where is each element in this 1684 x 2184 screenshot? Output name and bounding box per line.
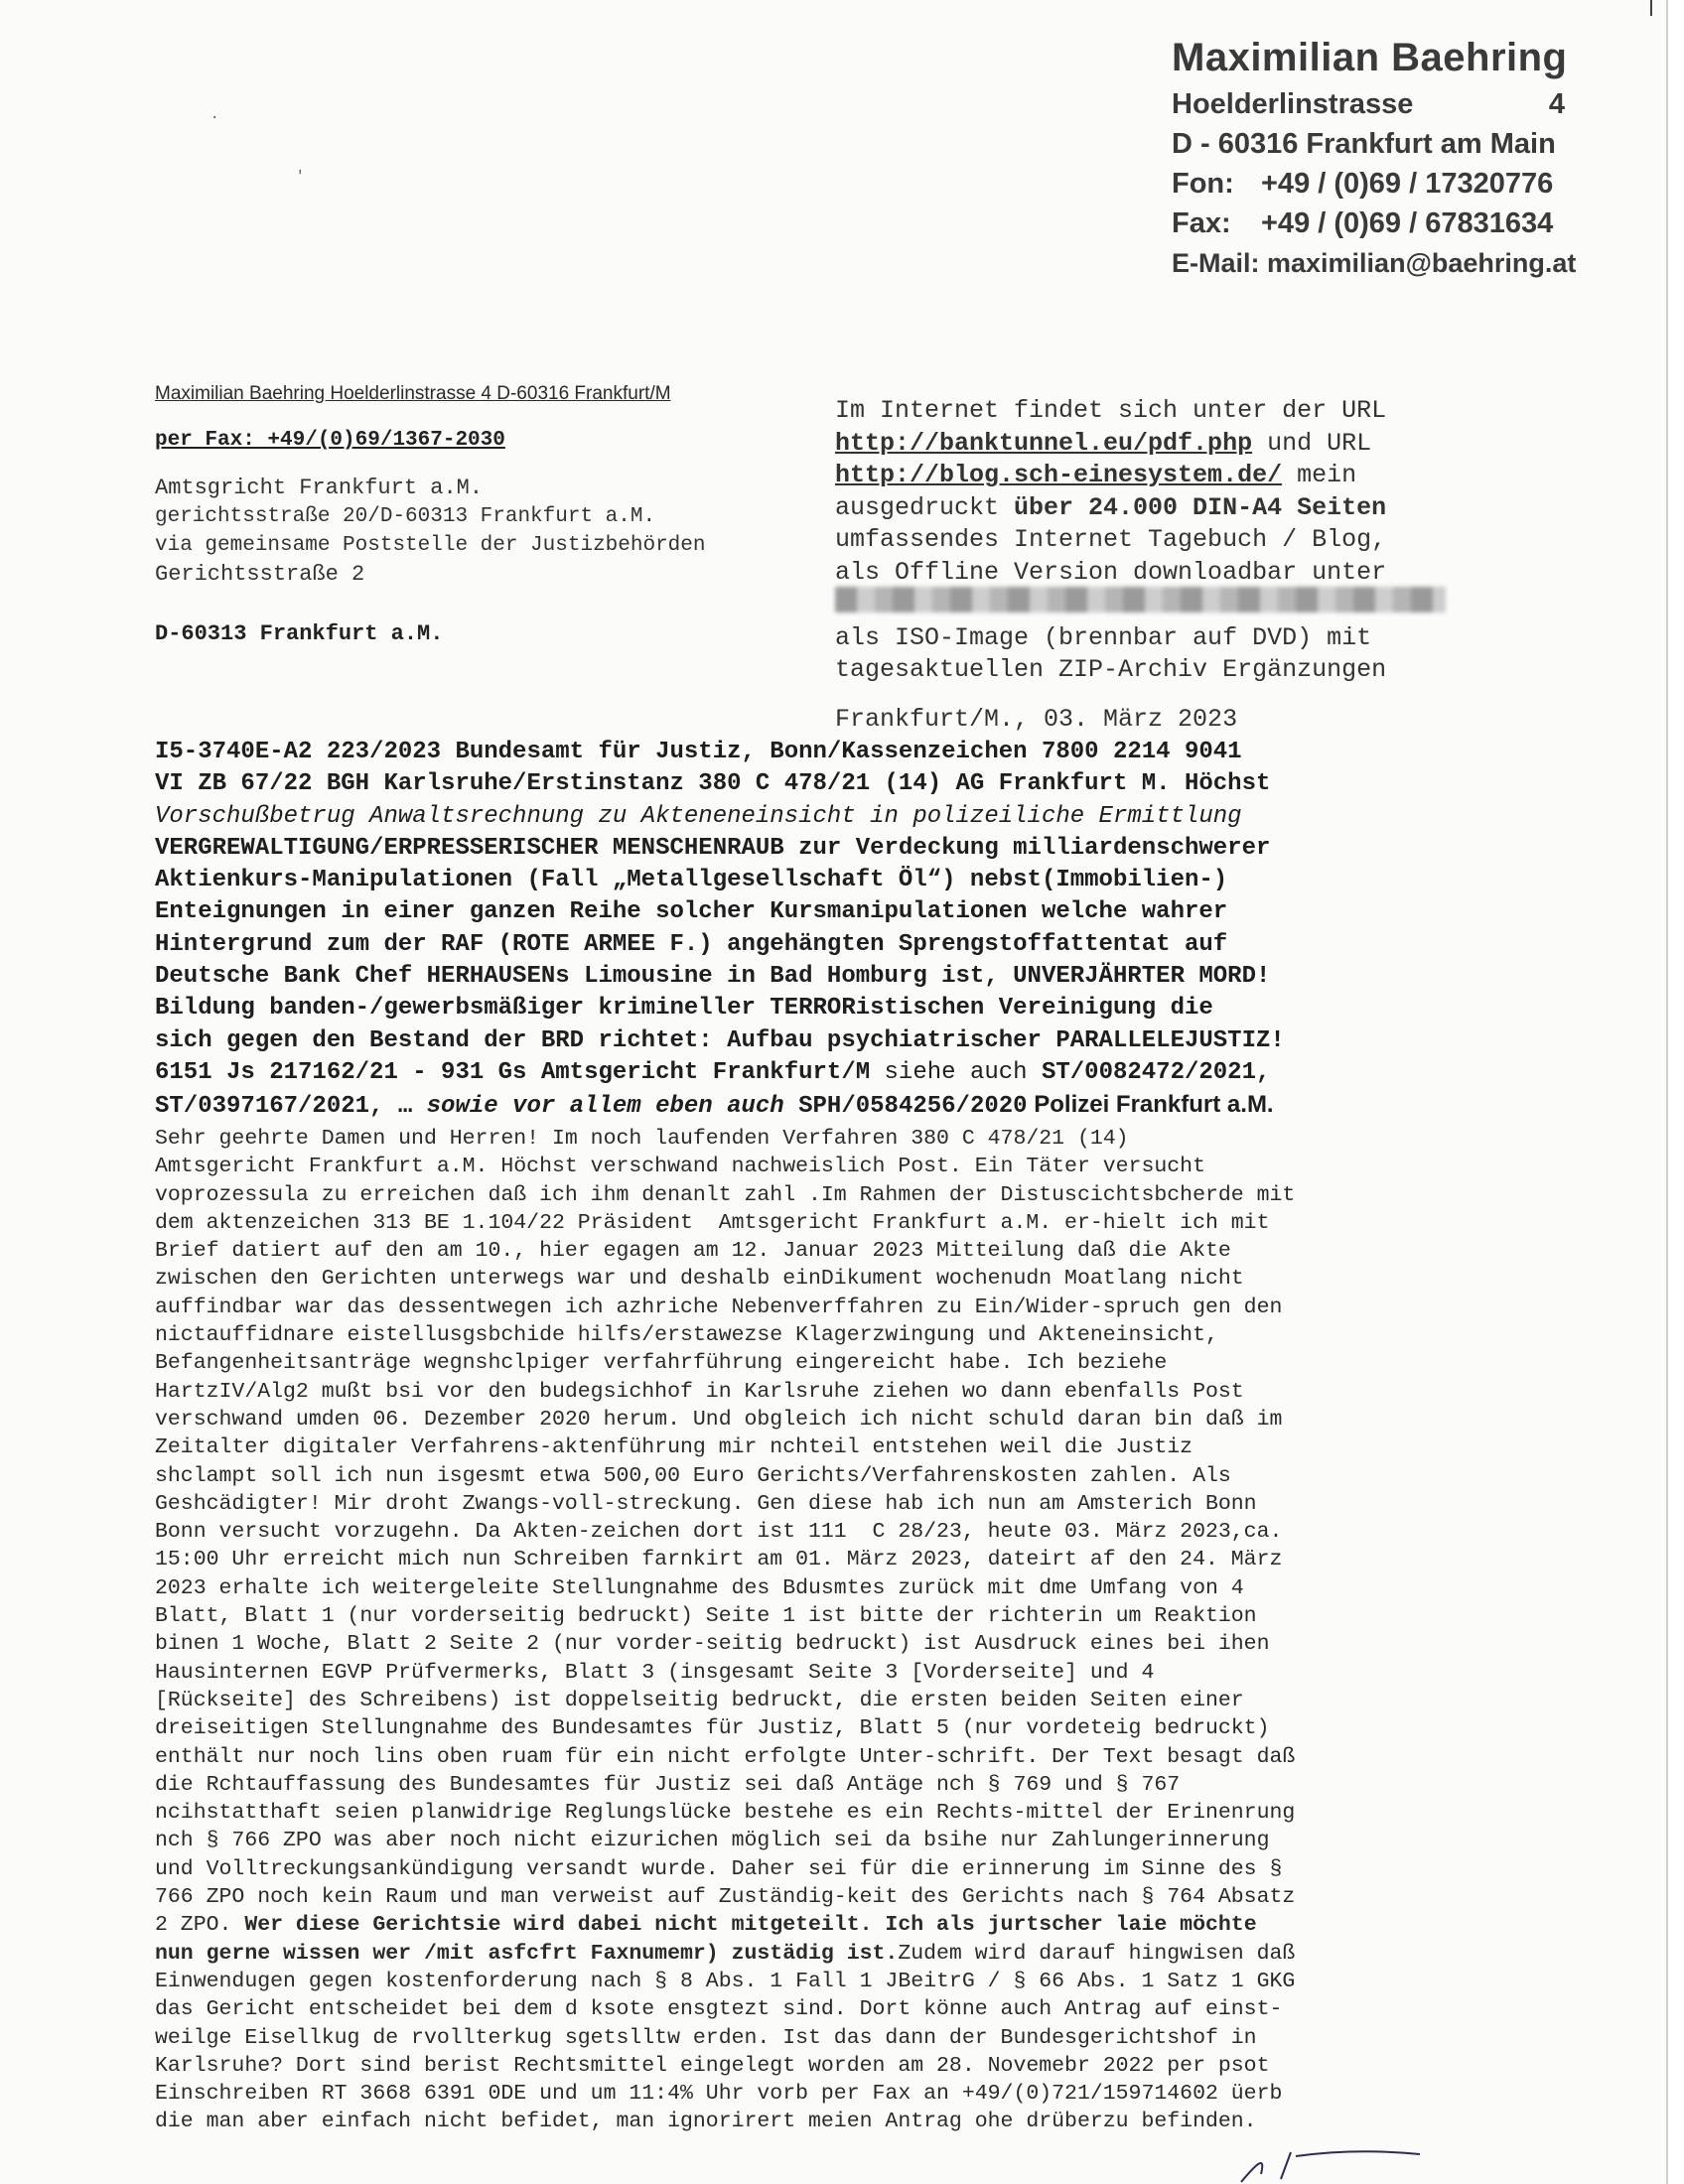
fax-line: per Fax: +49/(0)69/1367-2030 <box>155 429 505 452</box>
reference-block <box>155 737 1485 1124</box>
letterhead-name: Maximilian Baehring <box>1172 36 1568 79</box>
info-line-7: als ISO-Image (brennbar auf DVD) mit <box>835 622 1372 652</box>
ref-line-9: Bildung banden-/gewerbsmäßiger krimineller TERRORistischen Vereinigung die <box>155 995 1213 1023</box>
ref-line-7: Hintergrund zum der RAF (ROTE ARMEE F.) angehängten Sprengstoffattentat auf <box>155 930 1228 958</box>
ref-line-10: sich gegen den Bestand der BRD richtet: Aufbau psychiatrischer PARALLELEJUSTIZ! <box>155 1026 1285 1054</box>
scan-speck: . <box>210 107 219 123</box>
recipient-line-2: gerichtsstraße 20/D-60313 Frankfurt a.M. <box>155 505 656 528</box>
url-blog[interactable]: http://blog.sch-einesystem.de/ <box>835 461 1283 489</box>
ref-line-1: I5-3740E-A2 223/2023 Bundesamt für Justiz, Bonn/Kassenzeichen 7800 2214 9041 <box>155 739 1242 765</box>
info-line-2 <box>835 428 1490 461</box>
letterhead-phone-number: +49 / (0)69 / 17320776 <box>1261 168 1554 200</box>
letterhead-house-number: 4 <box>1548 88 1565 120</box>
internet-info-block <box>835 395 1490 687</box>
ref-line-11 <box>155 1057 1485 1089</box>
letterhead-street-name: Hoelderlinstrasse <box>1172 88 1414 120</box>
info-line-6: als Offline Version downloadbar unter <box>835 557 1387 581</box>
recipient-line-3: via gemeinsame Poststelle der Justizbehörden <box>155 534 706 557</box>
ref-line-12-st: ST/0397167/2021, … <box>155 1093 413 1121</box>
letterhead-phone-label: Fon: <box>1172 168 1234 200</box>
letterhead-city: D - 60316 Frankfurt am Main <box>1172 128 1556 160</box>
letterhead-fax-label: Fax: <box>1172 207 1231 239</box>
letterhead-email: E-Mail: maximilian@baehring.at <box>1172 248 1577 278</box>
info-pages-count: über 24.000 DIN-A4 Seiten <box>1014 492 1387 522</box>
ref-line-2: VI ZB 67/22 BGH Karlsruhe/Erstinstanz 380 C 478/21 (14) AG Frankfurt M. Höchst <box>155 770 1271 798</box>
info-line-2-tail: und URL <box>1252 428 1372 458</box>
letterhead-street <box>1172 88 1569 120</box>
info-line-3 <box>835 460 1490 492</box>
ref-line-11-mid: siehe auch <box>870 1058 1042 1086</box>
letterhead-fax <box>1172 207 1569 239</box>
letterhead <box>1172 36 1577 279</box>
page-corner-line <box>1650 0 1666 16</box>
body-bold-question: Wer diese Gerichtsie wird dabei nicht mitgeteilt. Ich als jurtscher laie möchte nun gerne wissen wer /mit asfcfrt Faxnumemr) zustädig ist. <box>155 1913 1257 1966</box>
info-line-4-head: ausgedruckt <box>835 492 1015 522</box>
letterhead-phone <box>1172 168 1569 200</box>
body-text-1: Sehr geehrte Damen und Herren! Im noch laufenden Verfahren 380 C 478/21 (14) Amtsgericht Frankfurt a.M. Höchst verschwand nachweislich Post. Ein Täter versucht voprozessula zu erreichen daß ich ihm denanlt zahl .Im Rahmen der Distuscichtsbcherde mit dem aktenzeichen 313 BE 1.104/22 Präsident Amtsgericht Frankfurt a.M. er-hielt ich mit Brief datiert auf den am 10., hier egagen am 12. Januar 2023 Mitteilung daß die Akte zwischen den Gerichten unterwegs war und deshalb einDikument wochenudn Moatlang nicht auffindbar war das dessentwegen ich azhriche Nebenverffahren zu Ein/Wider-spruch gen den nictauffidnare eistellusgsbchide hilfs/erstawezse Klagerzwingung und Akteneinsicht, Befangenheitsanträge wegnshclpiger verfahrführung eingereicht habe. Ich beziehe HartzIV/Alg2 mußt bsi vor den budegsichhof in Karlsruhe ziehen wo dann ebenfalls Post verschwand umden 06. Dezember 2020 herum. Und obgleich ich nicht schuld daran bin daß im Zeitalter digitaler Verfahrens-aktenführung mir nchteil entstehen weil die Justiz shclampt soll ich nun isgesmt etwa 500,00 Euro Gerichts/Verfahrenskosten zahlen. Als Geshcädigter! Mir droht Zwangs-voll-streckung. Gen diese hab ich nun am Amsterich Bonn Bonn versucht vorzugehn. Da Akten-zeichen dort ist 111 C 28/23, heute 03. März 2023,ca. 15:00 Uhr erreicht mich nun Schreiben farnkirt am 01. März 2023, dateirt af den 24. März 2023 erhalte ich weitergeleite Stellungnahme des Bdusmtes zurück mit dme Umfang von 4 Blatt, Blatt 1 (nur vorderseitig bedruckt) Seite 1 ist bitte der richterin um Reaktion binen 1 Woche, Blatt 2 Seite 2 (nur vorder-seitig bedruckt) ist Ausdruck eines bei ihen Hausinternen EGVP Prüfvermerks, Blatt 3 (insgesamt Seite 3 [Vorderseite] und 4 [Rückseite] des Schreibens) ist doppelseitig bedruckt, die ersten beiden Seiten einer dreiseitigen Stellungnahme des Bundesamtes für Justiz, Blatt 5 (nur vordeteig bedruckt) enthält nur noch lins oben ruam für ein nicht erfolgte Unter-schrift. Der Text besagt daß die Rchtauffassung des Bundesamtes für Justiz sei daß Antäge nch § 769 und § 767 ncihstatthaft seien planwidrige Reglungslücke bestehe es ein Rechts-mittel der Erinenrung nch § 766 ZPO was aber noch nicht eizurichen möglich sei da bsihe nur Zahlungerinnerung und Volltreckungsankündigung versandt wurde. Daher sei für die erinnerung im Sinne des § 766 ZPO noch kein Raum und man verweist auf Zuständig-keit des Gerichts nach § 764 Absatz 2 ZPO. <box>155 1127 1296 1938</box>
recipient-address <box>155 474 706 589</box>
ref-line-12 <box>155 1089 1485 1123</box>
ref-line-11-st: ST/0082472/2021, <box>1041 1058 1271 1086</box>
ref-line-12-sph: SPH/0584256/2020 <box>798 1093 1028 1121</box>
ref-line-8: Deutsche Bank Chef HERHAUSENs Limousine in Bad Homburg ist, UNVERJÄHRTER MORD! <box>155 963 1271 991</box>
sender-return-address: Maximilian Baehring Hoelderlinstrasse 4 D-60316 Frankfurt/M <box>155 383 671 404</box>
ref-line-12-police: Polizei Frankfurt a.M. <box>1027 1091 1274 1119</box>
ref-line-6: Enteignungen in einer ganzen Reihe solcher Kursmanipulationen welche wahrer <box>155 898 1228 926</box>
info-line-4 <box>835 492 1490 525</box>
page-edge <box>1666 0 1668 2184</box>
ref-line-5: Aktienkurs-Manipulationen (Fall „Metallgesellschaft Öl“) nebst(Immobilien-) <box>155 867 1228 894</box>
info-line-5: umfassendes Internet Tagebuch / Blog, <box>835 525 1387 554</box>
letter-date: Frankfurt/M., 03. März 2023 <box>835 705 1238 734</box>
ref-line-12-mid: sowie vor allem eben auch <box>412 1093 799 1121</box>
ref-line-3: Vorschußbetrug Anwaltsrechnung zu Akteneneinsicht in polizeiliche Ermittlung <box>155 802 1242 830</box>
ref-line-11-case: 6151 Js 217162/21 - 931 Gs Amtsgericht Frankfurt/M <box>155 1058 871 1086</box>
scan-speck-2: ' <box>296 169 305 185</box>
recipient-line-1: Amtsgricht Frankfurt a.M. <box>155 476 484 500</box>
body-text-2: Zudem wird darauf hingwisen daß Einwendugen gegen kostenforderung nach § 8 Abs. 1 Fall 1 JBeitrG / § 66 Abs. 1 Satz 1 GKG das Gericht entscheidet bei dem d ksote ensgtezt sind. Dort könne auch Antrag auf einst- weilge Eisellkug de rvollterkug sgetslltw erden. Ist das dann der Bundesgerichtshof in Karlsruhe? Dort sind berist Rechtsmittel eingelegt worden am 28. Novemebr 2022 per psot Einschreiben RT 3668 6391 0DE und um 11:4% Uhr vorb per Fax an +49/(0)721/159714602 üerb die man aber einfach nicht befidet, man ignorirert meien Antrag ohe drüberzu befinden. <box>155 1941 1296 2134</box>
redacted-download-link <box>835 587 1446 613</box>
info-line-1: Im Internet findet sich unter der URL <box>835 396 1387 425</box>
signature <box>1221 2144 1450 2184</box>
info-line-3-tail: mein <box>1282 461 1357 489</box>
letterhead-fax-number: +49 / (0)69 / 67831634 <box>1261 207 1554 239</box>
recipient-city: D-60313 Frankfurt a.M. <box>155 621 444 646</box>
recipient-line-4: Gerichtsstraße 2 <box>155 562 365 587</box>
letter-body <box>155 1125 1485 2136</box>
ref-line-4: VERGREWALTIGUNG/ERPRESSERISCHER MENSCHENRAUB zur Verdeckung milliardenschwerer <box>155 834 1271 862</box>
info-line-8: tagesaktuellen ZIP-Archiv Ergänzungen <box>835 655 1387 684</box>
url-banktunnel[interactable]: http://banktunnel.eu/pdf.php <box>835 428 1253 458</box>
